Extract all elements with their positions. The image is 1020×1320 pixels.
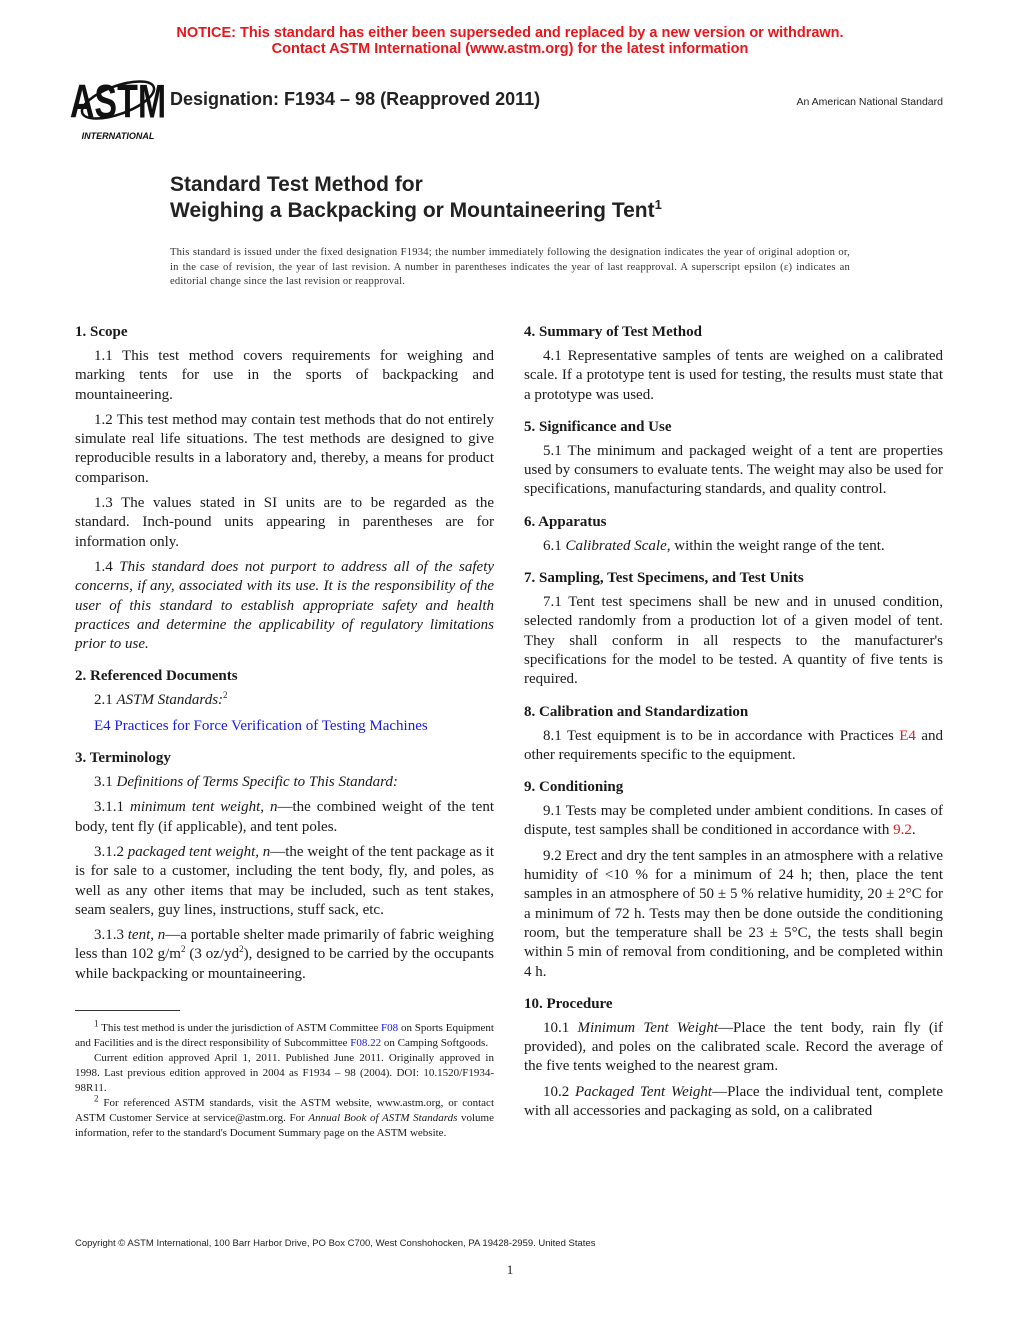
section-heading: 6. Apparatus: [524, 513, 607, 530]
cross-reference-link[interactable]: E4 Practices for Force Verification of Testing Machines: [94, 717, 428, 734]
section: [524, 418, 943, 500]
text-run: Calibrated Scale,: [565, 537, 671, 554]
section-heading: 3. Terminology: [75, 750, 171, 767]
footnote-mark: 1: [94, 1018, 99, 1029]
cross-reference-link[interactable]: F08.22: [350, 1037, 382, 1049]
text-run: packaged tent weight, n: [127, 843, 271, 860]
section-heading: 2. Referenced Documents: [75, 668, 238, 685]
title-line-2: Weighing a Backpacking or Mountaineering Tent: [170, 199, 655, 222]
text-run: For referenced ASTM standards, visit the ASTM website, www.astm.org, or contact ASTM Customer Service at service@astm.org. For: [75, 1097, 494, 1124]
text-run: 3.1.1: [94, 799, 130, 816]
text-run: 1.4: [94, 558, 120, 575]
footnote-mark: 2: [180, 944, 186, 955]
paragraph: [75, 558, 494, 654]
text-run: Packaged Tent Weight: [575, 1083, 713, 1100]
text-run: ASTM Standards:: [116, 692, 224, 709]
text-run: Definitions of Terms Specific to This Standard:: [116, 774, 398, 791]
american-national-standard: An American National Standard: [796, 96, 943, 108]
document-title: [170, 172, 662, 224]
text-run: 8.1 Test equipment is to be in accordance with Practices: [543, 727, 900, 744]
footnote-divider: [75, 1010, 180, 1011]
text-run: —Place the individual tent, complete with all accessories and packaging as sold, on a calibrated: [524, 1083, 944, 1120]
section: [524, 513, 943, 556]
designation: Designation: F1934 – 98 (Reapproved 2011): [170, 89, 541, 109]
text-run: 10.1: [543, 1019, 578, 1036]
footnote: [75, 1051, 494, 1096]
text-run: 3.1.2: [94, 843, 128, 860]
notice-line-1: NOTICE: This standard has either been superseded and replaced by a new version or withdrawn.: [176, 25, 844, 41]
section: [524, 323, 943, 405]
footnote-mark: 2: [239, 944, 244, 955]
section: [75, 749, 494, 984]
text-run: 3.1.3: [94, 927, 128, 944]
text-run: 1.2 This test method may contain test methods that do not entirely simulate real life situations. The test methods are designed to give reproducible results in a laboratory and, thereby, a means for product comparison.: [75, 411, 494, 486]
text-run: tent, n: [127, 927, 166, 944]
section-heading: 8. Calibration and Standardization: [524, 703, 749, 720]
notice-line-2: Contact ASTM International (www.astm.org) for the latest information: [271, 40, 749, 57]
copyright: Copyright © ASTM International, 100 Barr Harbor Drive, PO Box C700, West Conshohocken, PA 19428-2959. United States: [75, 1238, 596, 1249]
paragraph: [524, 727, 943, 766]
svg-text:ASTM: ASTM: [69, 75, 167, 128]
text-run: Minimum Tent Weight: [577, 1019, 719, 1036]
text-run: Current edition approved April 1, 2011. Published June 2011. Originally approved in 1998. Last previous edition approved in 2004 as F1934 – 98 (2004). DOI: 10.1520/F1934-98R11.: [75, 1052, 494, 1094]
cross-reference-link[interactable]: F08: [381, 1022, 399, 1034]
text-run: 10.2: [543, 1083, 576, 1100]
text-run: 7.1 Tent test specimens shall be new and in unused condition, selected randomly from a production lot of a given model of tent. They shall conform in all respects to the manufacturer's specifications for the model to be tested. A quantity of five tents is required.: [524, 594, 943, 688]
text-run: 5.1 The minimum and packaged weight of a tent are properties used by consumers to evaluate tents. The weight may also be used for specifications, manufacturing standards, and quality control.: [524, 442, 943, 498]
section-heading: 10. Procedure: [524, 995, 613, 1012]
section: [75, 667, 494, 736]
paragraph: [75, 411, 494, 488]
text-run: This test method is under the jurisdiction of ASTM Committee: [98, 1022, 382, 1034]
text-run: —Place the tent body, rain fly (if provided), and poles on the calibrated scale. Record the average of the five tents weighed to the nearest gram.: [524, 1019, 943, 1075]
text-run: and other requirements specific to the equipment.: [524, 727, 943, 763]
text-run: volume information, refer to the standard's Document Summary page on the ASTM website.: [75, 1112, 494, 1139]
paragraph: [524, 1019, 943, 1077]
text-run: 3.1: [94, 774, 117, 791]
section: [524, 569, 943, 689]
paragraph: [75, 717, 494, 736]
footnote: [75, 1018, 494, 1051]
footnote-mark: 2: [94, 1093, 99, 1104]
paragraph: [75, 494, 494, 552]
paragraph: [524, 442, 943, 500]
section-heading: 4. Summary of Test Method: [524, 324, 702, 340]
text-run: ), designed to be carried by the occupants while backpacking or mountaineering.: [75, 946, 494, 982]
footnote: [75, 1093, 494, 1141]
text-run: Annual Book of ASTM Standards: [308, 1112, 458, 1124]
cross-reference-link[interactable]: E4: [899, 727, 916, 744]
text-run: within the weight range of the tent.: [670, 537, 885, 554]
right-column: [524, 323, 943, 1121]
paragraph: [524, 1083, 943, 1122]
title-line-1: Standard Test Method for: [170, 173, 423, 196]
text-run: This standard does not purport to address all of the safety concerns, if any, associated with its use. It is the responsibility of the user of this standard to establish appropriate safety and health practices and determine the applicability of regulatory limitations prior to use.: [75, 558, 495, 653]
issuance-note: This standard is issued under the fixed designation F1934; the number immediately following the designation indicates the year of original adoption or, in the case of revision, the year of last revision. A number in parentheses indicates the year of last reapproval. A superscript epsilon (ε) indicates an editorial change since the last revision or reapproval.: [170, 247, 850, 288]
footnote-mark: 2: [223, 690, 228, 701]
text-run: on Sports Equipment and Facilities and is the direct responsibility of Subcommittee: [75, 1022, 494, 1049]
section-heading: 9. Conditioning: [524, 779, 624, 796]
page-number: 1: [506, 1262, 514, 1277]
paragraph: [75, 347, 494, 405]
text-run: minimum tent weight, n: [129, 799, 278, 816]
section: [524, 995, 943, 1121]
svg-text:INTERNATIONAL: INTERNATIONAL: [81, 131, 155, 141]
title-footnote-mark: 1: [654, 197, 662, 212]
section-heading: 5. Significance and Use: [524, 418, 672, 435]
text-run: 1.3 The values stated in SI units are to be regarded as the standard. Inch-pound units appearing in parentheses are for information only.: [75, 495, 494, 550]
paragraph: [524, 347, 943, 405]
text-run: 9.2 Erect and dry the tent samples in an atmosphere with a relative humidity of <10 % for a minimum of 24 h; then, place the tent samples in an atmosphere of 50 ± 5 % relative humidity, 20 ± 2°C for a minimum of 72 h. Tests may then be done outside the conditioning room, but the temperature shall be 23 ± 5°C, the tests shall begin within 5 min of removal from conditioning, and be completed within 4 h.: [524, 847, 943, 980]
text-run: 2.1: [94, 692, 117, 709]
paragraph: [524, 537, 943, 556]
astm-logo: [69, 70, 167, 142]
text-run: 6.1: [543, 537, 566, 554]
text-run: (3 oz/yd: [185, 946, 240, 963]
text-run: on Camping Softgoods.: [381, 1037, 489, 1049]
text-run: 9.1 Tests may be completed under ambient conditions. In cases of dispute, test samples shall be conditioned in accordance with: [524, 803, 943, 839]
paragraph: [75, 773, 494, 792]
paragraph: [75, 691, 494, 710]
footnotes: [75, 1018, 494, 1141]
text-run: .: [911, 822, 916, 839]
text-run: —the weight of the tent package as it is for sale to a customer, including the tent body, fly, and poles, as well as any other items that may be included, such as tent stakes, seam sealers, guy lines, instructions, stuff sack, etc.: [75, 843, 494, 918]
section: [75, 323, 494, 654]
text-run: —a portable shelter made primarily of fabric weighing less than 102 g/m: [75, 927, 494, 963]
paragraph: [524, 593, 943, 689]
withdrawal-notice: [0, 26, 1020, 57]
section-heading: 1. Scope: [75, 324, 128, 340]
paragraph: [524, 847, 943, 982]
section: [524, 703, 943, 766]
paragraph: [75, 843, 494, 920]
text-run: 4.1 Representative samples of tents are weighed on a calibrated scale. If a prototype tent is used for testing, the results must state that a prototype was used.: [524, 348, 943, 403]
paragraph: [75, 926, 494, 984]
section-heading: 7. Sampling, Test Specimens, and Test Units: [524, 570, 804, 587]
text-run: —the combined weight of the tent body, tent fly (if applicable), and tent poles.: [75, 799, 495, 835]
paragraph: [75, 798, 494, 837]
left-column: [75, 323, 494, 984]
paragraph: [524, 802, 943, 841]
section: [524, 778, 943, 982]
cross-reference-link[interactable]: 9.2: [893, 822, 912, 839]
text-run: 1.1 This test method covers requirements for weighing and marking tents for use in the sports of backpacking and mountaineering.: [75, 348, 494, 403]
